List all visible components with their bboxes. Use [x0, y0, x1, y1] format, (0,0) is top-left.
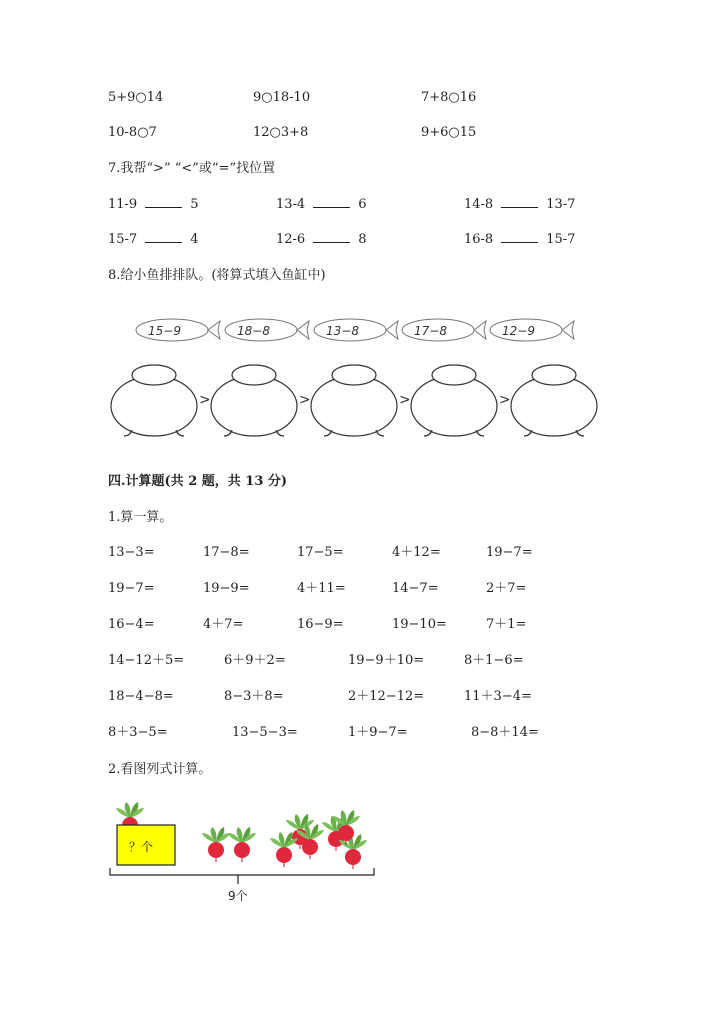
calc-item: 4＋11= [297, 581, 346, 596]
fish-bowl [311, 365, 397, 436]
q7-right: 15-7 [546, 232, 576, 247]
q7-right: 13-7 [546, 197, 576, 212]
q1-title: 1.算一算。 [108, 510, 173, 525]
calc-item: 8＋3−5= [108, 725, 168, 740]
q7-left: 14-8 [464, 197, 494, 212]
answer-blank[interactable] [313, 232, 350, 243]
fish-label: 15−9 [148, 324, 181, 338]
calc-item: 19−7= [108, 581, 155, 596]
fish-bowl [511, 365, 597, 436]
calc-item: 16−9= [297, 617, 344, 632]
answer-blank[interactable] [501, 197, 538, 208]
calc-item: 8＋1−6= [464, 653, 524, 668]
greater-than-sign: > [299, 392, 311, 408]
fish-1 [136, 319, 220, 341]
answer-blank[interactable] [313, 197, 350, 208]
calc-item: 8−8＋14= [471, 725, 539, 740]
calc-item: 1＋9−7= [348, 725, 408, 740]
fish-label: 12−9 [502, 324, 535, 338]
compare-r0-c1: 9○18-10 [253, 90, 311, 105]
fish-bowl [211, 365, 297, 436]
q7-item [108, 232, 199, 248]
radish-icon [228, 827, 256, 862]
calc-item: 19−7= [486, 545, 533, 560]
q7-item [276, 197, 367, 213]
calc-item: 2＋12−12= [348, 689, 425, 704]
greater-than-sign: > [199, 392, 211, 408]
calc-item: 7＋1= [486, 617, 527, 632]
calc-item: 14−12＋5= [108, 653, 185, 668]
calc-item: 17−8= [203, 545, 250, 560]
q7-left: 12-6 [276, 232, 306, 247]
calc-item: 11＋3−4= [464, 689, 532, 704]
q7-title: 7.我帮“>” “<”或“=”找位置 [108, 161, 276, 176]
fish-label: 18−8 [237, 324, 270, 338]
q7-left: 13-4 [276, 197, 306, 212]
greater-than-sign: > [499, 392, 511, 408]
q7-item [464, 197, 575, 213]
fish-label: 17−8 [414, 324, 447, 338]
q7-item [108, 197, 199, 213]
fish-bowl [111, 365, 197, 436]
calc-item: 14−7= [392, 581, 439, 596]
calc-item: 4＋12= [392, 545, 441, 560]
compare-r0-c2: 7+8○16 [421, 90, 477, 105]
compare-r1-c2: 9+6○15 [421, 125, 477, 140]
q7-left: 11-9 [108, 197, 138, 212]
fish-2 [225, 319, 309, 341]
q8-title: 8.给小鱼排排队。(将算式填入鱼缸中) [108, 268, 326, 283]
calc-item: 13−5−3= [232, 725, 298, 740]
calc-item: 19−10= [392, 617, 447, 632]
fish-and-bowls-figure [100, 312, 620, 440]
calc-item: 17−5= [297, 545, 344, 560]
radish-icon [202, 827, 230, 862]
greater-than-sign: > [399, 392, 411, 408]
answer-blank[interactable] [145, 232, 182, 243]
fish-label: 13−8 [326, 324, 359, 338]
q7-item [464, 232, 575, 248]
calc-item: 19−9= [203, 581, 250, 596]
total-bracket [110, 868, 374, 875]
q7-right: 5 [190, 197, 199, 212]
q7-right: 6 [358, 197, 367, 212]
answer-blank[interactable] [145, 197, 182, 208]
fish-3 [314, 319, 398, 341]
box-label: ？个 [129, 840, 154, 854]
compare-r0-c0: 5+9○14 [108, 90, 164, 105]
q7-item [276, 232, 367, 248]
calc-item: 2＋7= [486, 581, 527, 596]
section-4-title: 四.计算题(共 2 题，共 13 分) [108, 474, 288, 489]
answer-blank[interactable] [501, 232, 538, 243]
q7-left: 15-7 [108, 232, 138, 247]
calc-item: 8−3＋8= [224, 689, 284, 704]
fish-5 [490, 319, 574, 341]
calc-item: 6＋9＋2= [224, 653, 286, 668]
q2-title: 2.看图列式计算。 [108, 762, 212, 777]
calc-item: 16−4= [108, 617, 155, 632]
compare-r1-c0: 10-8○7 [108, 125, 157, 140]
fish-4 [402, 319, 486, 341]
total-label: 9个 [228, 889, 248, 903]
calc-item: 18−4−8= [108, 689, 174, 704]
calc-item: 13−3= [108, 545, 155, 560]
calc-item: 4＋7= [203, 617, 244, 632]
q7-right: 8 [358, 232, 367, 247]
q7-left: 16-8 [464, 232, 494, 247]
radish-figure [100, 800, 390, 910]
fish-bowl [411, 365, 497, 436]
q7-right: 4 [190, 232, 199, 247]
calc-item: 19−9＋10= [348, 653, 425, 668]
compare-r1-c1: 12○3+8 [253, 125, 309, 140]
